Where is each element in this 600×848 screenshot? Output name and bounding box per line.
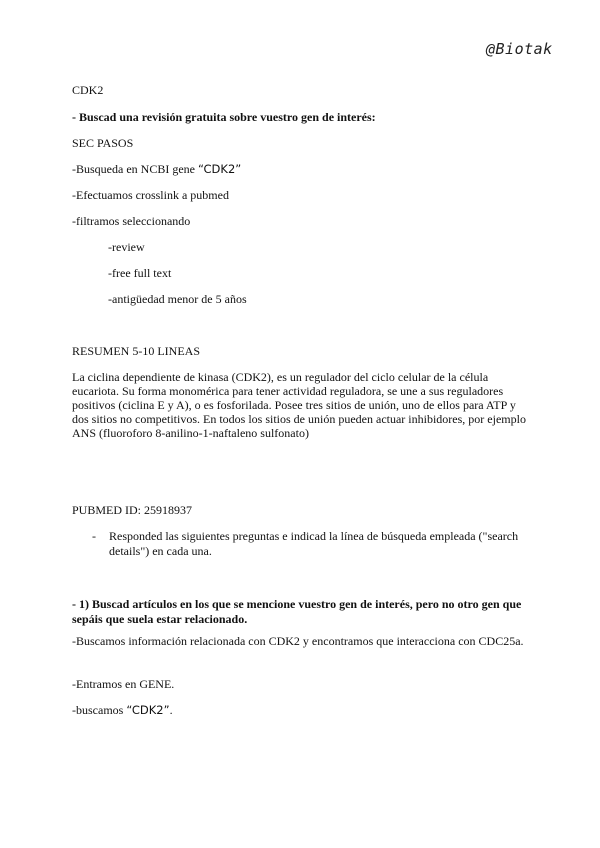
answer-1-line-3: [72, 703, 173, 718]
filter-item: -antigüedad menor de 5 años: [108, 292, 247, 306]
step-3: -filtramos seleccionando: [72, 214, 191, 228]
answer-1-line-2: -Entramos en GENE.: [72, 677, 175, 691]
step-1-prefix: -Busqueda en NCBI gene: [72, 162, 198, 176]
answer-1-line-3-prefix: -buscamos: [72, 703, 127, 717]
filter-item: -review: [108, 240, 145, 254]
summary-label: RESUMEN 5-10 LINEAS: [72, 344, 200, 358]
step-2: -Efectuamos crosslink a pubmed: [72, 188, 229, 202]
answer-1-line-3-suffix: .: [169, 703, 173, 717]
doc-title: CDK2: [72, 83, 104, 97]
summary-paragraph: La ciclina dependiente de kinasa (CDK2), es un regulador del ciclo celular de la célula eucariota. Su forma monomérica para tener actividad reguladora, se une a sus reguladores positivos (ciclina E y A), o es fosforilada. Posee tres sitios de unión, uno de ellos para ATP y dos sitios no competitivos. En todos los sitios de unión pueden actuar inhibidores, por ejemplo ANS (fluoroforo 8-anilino-1-naftaleno sulfonato): [72, 370, 526, 440]
question-1: - 1) Buscad artículos en los que se mencione vuestro gen de interés, pero no otro gen que sepáis que suela estar relacionado.: [72, 597, 522, 626]
step-1: [72, 162, 241, 177]
answer-1-line-3-gene: “CDK2”: [126, 703, 170, 717]
watermark-signature: @Biotak: [486, 40, 553, 58]
heading-review: - Buscad una revisión gratuita sobre vuestro gen de interés:: [72, 110, 376, 124]
bullet-text: Responded las siguientes preguntas e indicad la línea de búsqueda empleada ("search details") en cada una.: [109, 529, 519, 558]
step-1-gene: “CDK2”: [197, 162, 242, 176]
pubmed-id: PUBMED ID: 25918937: [72, 503, 193, 517]
filter-item: -free full text: [108, 266, 172, 280]
answer-1-line-1: -Buscamos información relacionada con CDK2 y encontramos que interacciona con CDC25a.: [72, 634, 524, 648]
steps-label: SEC PASOS: [72, 136, 134, 150]
bullet-dash: -: [92, 529, 96, 543]
